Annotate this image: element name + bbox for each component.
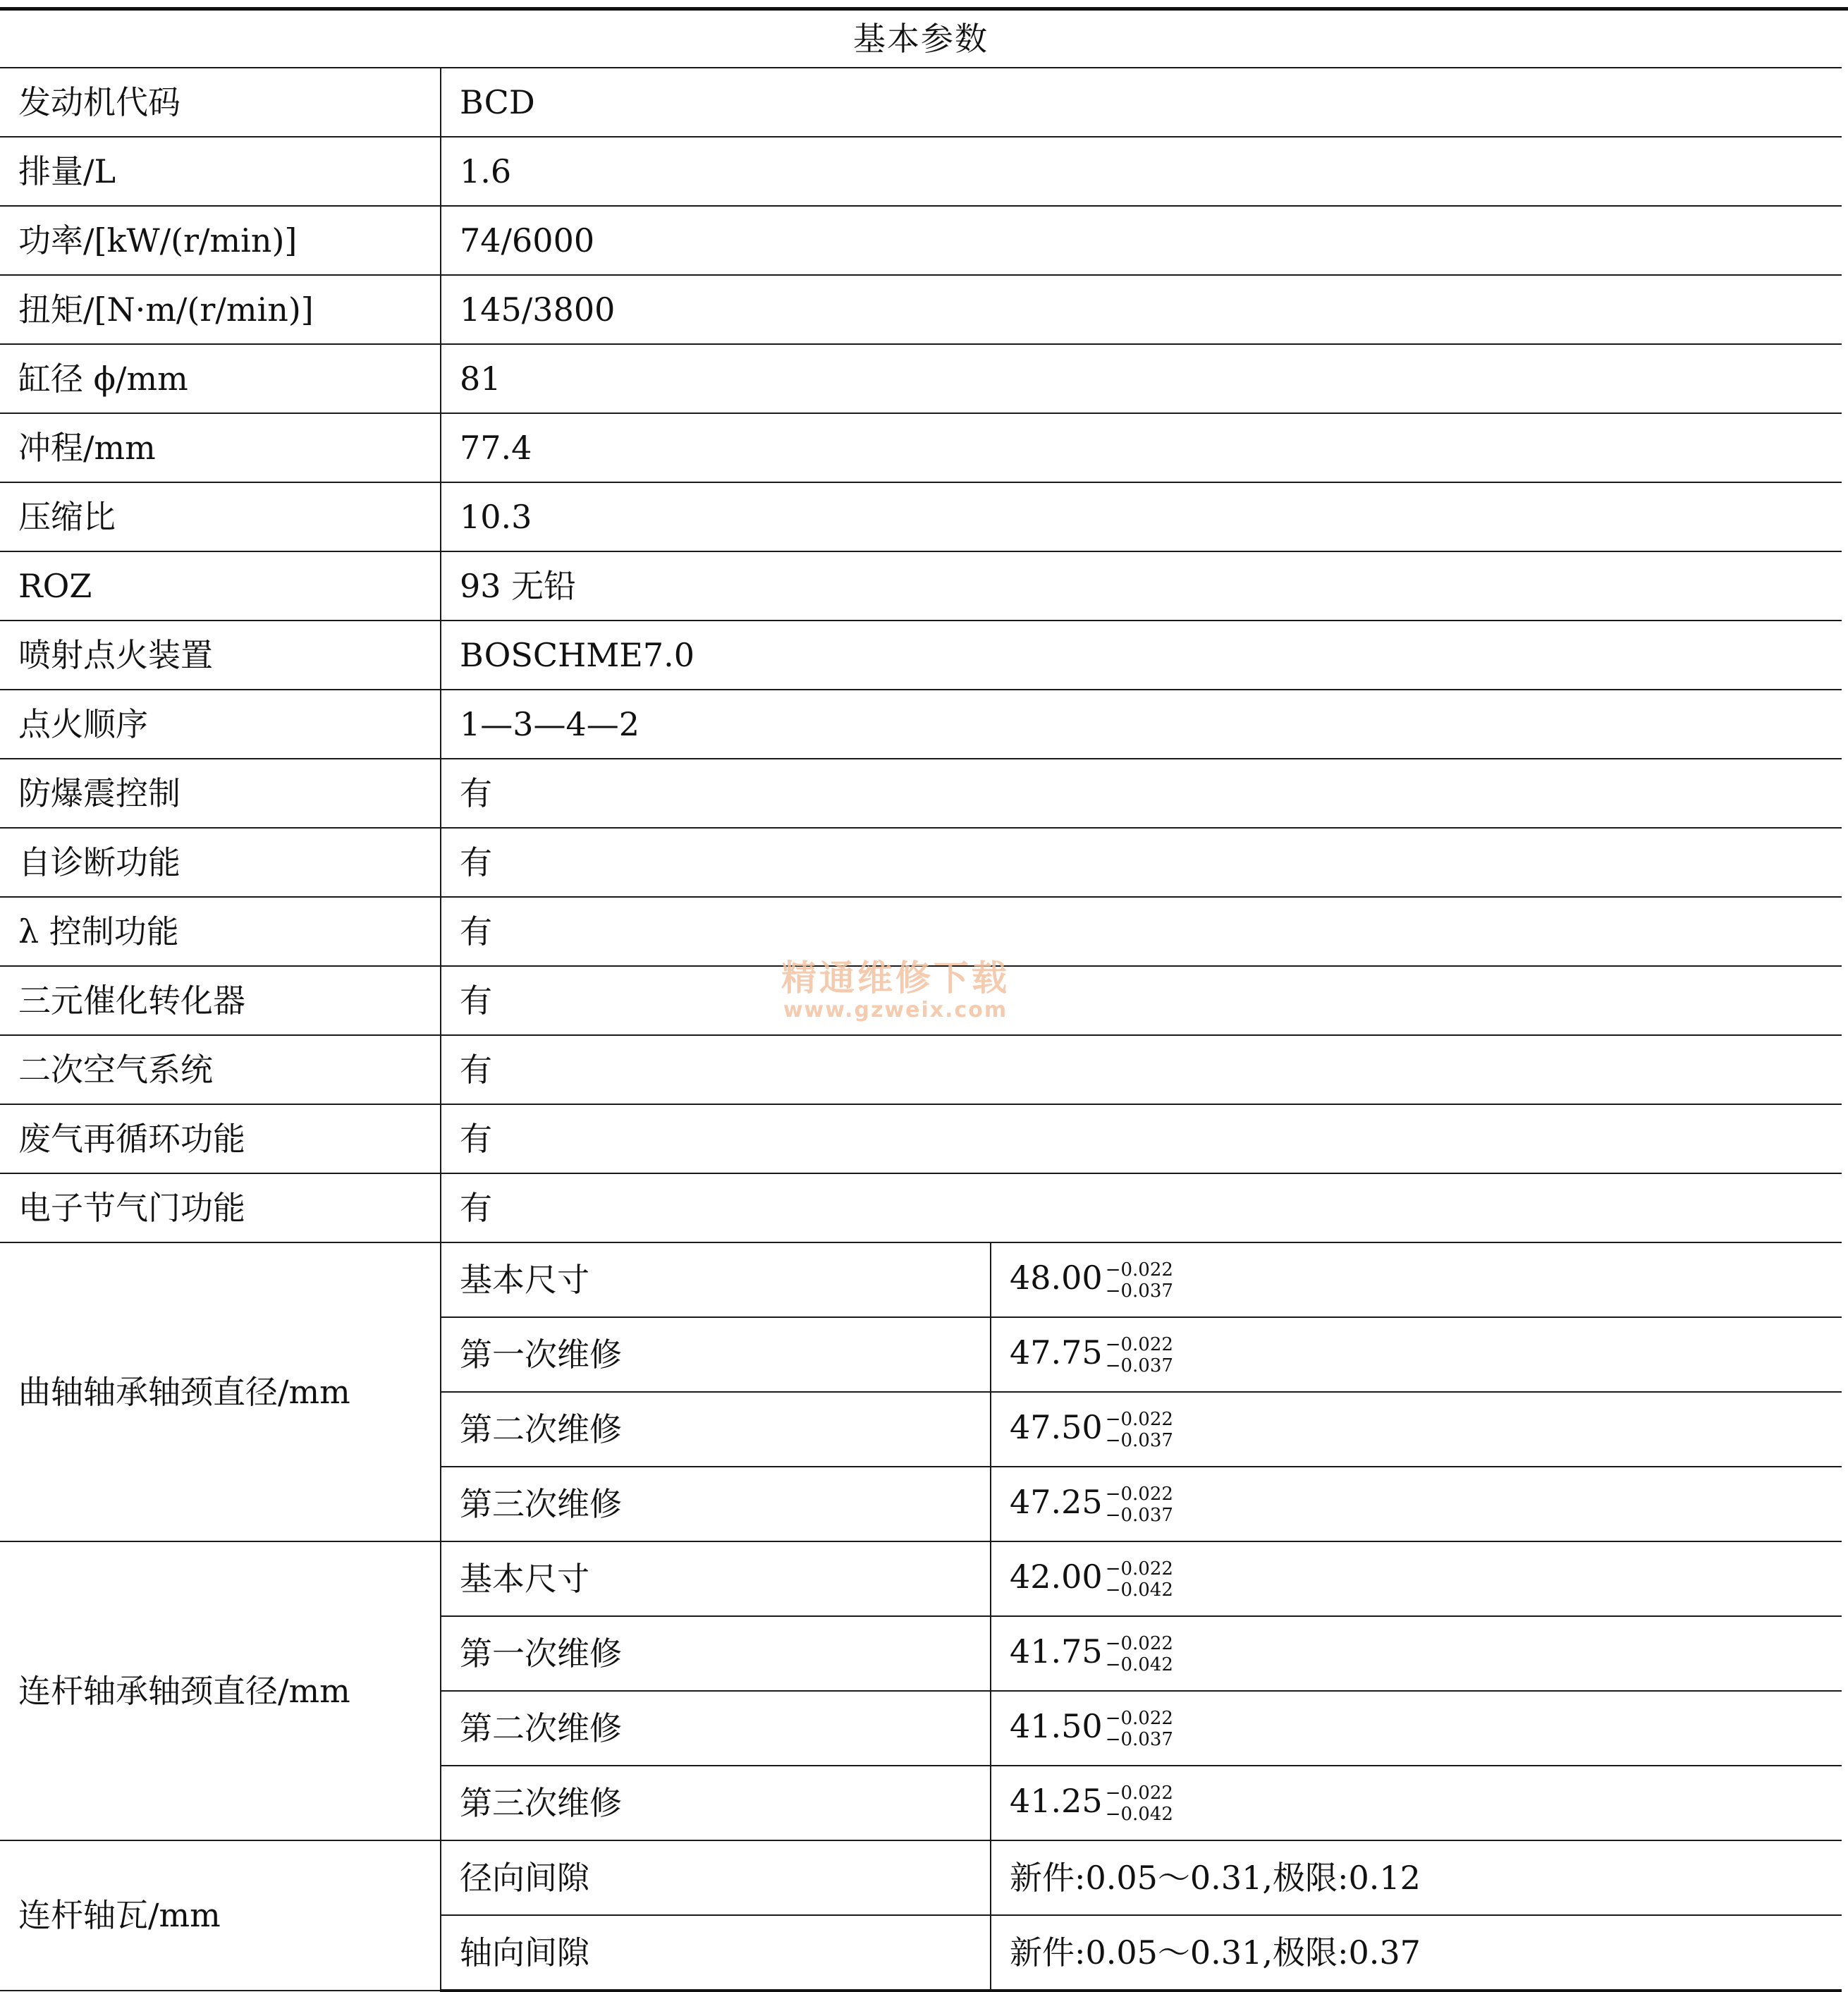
tolerance-lower: −0.037	[1105, 1355, 1173, 1376]
param-label: 冲程/mm	[0, 413, 441, 482]
tolerance	[1106, 1261, 1211, 1300]
tolerance-lower: −0.042	[1105, 1803, 1173, 1825]
dimension-value	[991, 1317, 1842, 1392]
table-row	[0, 275, 1842, 344]
clearance-label: 径向间隙	[441, 1840, 991, 1915]
tolerance-lower: −0.042	[1105, 1654, 1173, 1675]
param-value: 有	[441, 1173, 1842, 1242]
param-label: 缸径 ϕ/mm	[0, 344, 441, 413]
table-row	[0, 1541, 1842, 1616]
tolerance	[1105, 1333, 1211, 1376]
dimension-value	[991, 1467, 1842, 1541]
conrod-journal-label: 连杆轴承轴颈直径/mm	[0, 1541, 441, 1840]
param-value: 74/6000	[441, 206, 1842, 275]
param-label: 点火顺序	[0, 690, 441, 759]
param-value: 有	[441, 1104, 1842, 1173]
stage-label: 第一次维修	[441, 1317, 991, 1392]
tolerance-upper: −0.022	[1105, 1558, 1173, 1579]
param-label: 喷射点火装置	[0, 621, 441, 690]
tolerance	[1106, 1560, 1211, 1599]
param-value: 77.4	[441, 413, 1842, 482]
spec-table-body	[0, 11, 1842, 1991]
param-label: ROZ	[0, 551, 441, 621]
clearance-value: 新件:0.05～0.31,极限:0.12	[991, 1840, 1842, 1915]
nominal-size: 42.00	[1010, 1557, 1103, 1596]
table-row	[0, 344, 1842, 413]
tolerance-lower: −0.037	[1105, 1728, 1173, 1750]
param-value: 81	[441, 344, 1842, 413]
param-value: 93 无铅	[441, 551, 1842, 621]
tolerance-upper: −0.022	[1105, 1408, 1173, 1430]
table-row	[0, 690, 1842, 759]
watermark-text: 精通维修下载	[781, 958, 1010, 998]
param-value: 有	[441, 897, 1842, 966]
table-row	[0, 137, 1842, 206]
stage-label: 第二次维修	[441, 1691, 991, 1766]
watermark-url: www.gzweix.com	[783, 998, 1008, 1022]
table-row	[0, 1035, 1842, 1104]
tolerance	[1106, 1784, 1211, 1823]
dimension-value	[991, 1541, 1842, 1616]
tolerance-upper: −0.022	[1105, 1333, 1173, 1355]
param-value: 10.3	[441, 482, 1842, 551]
param-label: 功率/[kW/(r/min)]	[0, 206, 441, 275]
clearance-value: 新件:0.05～0.31,极限:0.37	[991, 1915, 1842, 1991]
clearance-label: 轴向间隙	[441, 1915, 991, 1991]
stage-label: 第一次维修	[441, 1616, 991, 1691]
crank-journal-label: 曲轴轴承轴颈直径/mm	[0, 1242, 441, 1541]
table-row	[0, 897, 1842, 966]
param-label: 发动机代码	[0, 68, 441, 137]
stage-label: 第二次维修	[441, 1392, 991, 1467]
param-label: 废气再循环功能	[0, 1104, 441, 1173]
conrod-bearing-label: 连杆轴瓦/mm	[0, 1840, 441, 1991]
tolerance	[1106, 1634, 1211, 1674]
dimension-value	[991, 1616, 1842, 1691]
table-row	[0, 413, 1842, 482]
param-label: λ 控制功能	[0, 897, 441, 966]
param-value: BCD	[441, 68, 1842, 137]
param-label: 二次空气系统	[0, 1035, 441, 1104]
param-value: 145/3800	[441, 275, 1842, 344]
stage-label: 基本尺寸	[441, 1242, 991, 1317]
table-row	[0, 1104, 1842, 1173]
table-row	[0, 551, 1842, 621]
table-row	[0, 1840, 1842, 1915]
param-label: 压缩比	[0, 482, 441, 551]
param-value: BOSCHME7.0	[441, 621, 1842, 690]
table-row	[0, 759, 1842, 828]
nominal-size: 41.75	[1010, 1632, 1103, 1670]
tolerance	[1106, 1485, 1211, 1524]
tolerance	[1106, 1410, 1211, 1450]
nominal-size: 47.50	[1010, 1407, 1103, 1446]
table-row	[0, 621, 1842, 690]
tolerance-lower: −0.037	[1105, 1429, 1173, 1451]
title-row	[0, 11, 1842, 68]
nominal-size: 47.25	[1010, 1482, 1103, 1521]
table-row	[0, 206, 1842, 275]
param-value: 有	[441, 759, 1842, 828]
param-value: 1—3—4—2	[441, 690, 1842, 759]
param-label: 自诊断功能	[0, 828, 441, 897]
param-label: 三元催化转化器	[0, 966, 441, 1035]
param-label: 排量/L	[0, 137, 441, 206]
tolerance-upper: −0.022	[1105, 1483, 1173, 1505]
param-label: 电子节气门功能	[0, 1173, 441, 1242]
dimension-value	[991, 1766, 1842, 1840]
param-label: 扭矩/[N·m/(r/min)]	[0, 275, 441, 344]
param-label: 防爆震控制	[0, 759, 441, 828]
dimension-value	[991, 1691, 1842, 1766]
stage-label: 基本尺寸	[441, 1541, 991, 1616]
table-title: 基本参数	[0, 11, 1842, 68]
nominal-size: 48.00	[1010, 1258, 1103, 1297]
nominal-size: 41.50	[1010, 1706, 1103, 1745]
nominal-size: 47.75	[1010, 1333, 1103, 1371]
engine-spec-table	[0, 11, 1842, 1992]
param-value: 1.6	[441, 137, 1842, 206]
table-row	[0, 1173, 1842, 1242]
dimension-value	[991, 1392, 1842, 1467]
dimension-value	[991, 1242, 1842, 1317]
tolerance-upper: −0.022	[1105, 1259, 1173, 1281]
table-row	[0, 828, 1842, 897]
tolerance-lower: −0.037	[1105, 1280, 1173, 1302]
tolerance-upper: −0.022	[1105, 1782, 1173, 1804]
tolerance-lower: −0.037	[1105, 1504, 1173, 1526]
param-value: 有	[441, 828, 1842, 897]
table-row	[0, 68, 1842, 137]
tolerance-upper: −0.022	[1105, 1707, 1173, 1729]
table-row	[0, 482, 1842, 551]
tolerance-lower: −0.042	[1105, 1579, 1173, 1601]
table-row	[0, 1242, 1842, 1317]
table-row	[0, 966, 1842, 1035]
stage-label: 第三次维修	[441, 1766, 991, 1840]
param-value: 有	[441, 1035, 1842, 1104]
tolerance	[1106, 1709, 1211, 1749]
tolerance-upper: −0.022	[1105, 1632, 1173, 1654]
stage-label: 第三次维修	[441, 1467, 991, 1541]
param-value: 有	[441, 966, 1842, 1035]
nominal-size: 41.25	[1010, 1781, 1103, 1820]
